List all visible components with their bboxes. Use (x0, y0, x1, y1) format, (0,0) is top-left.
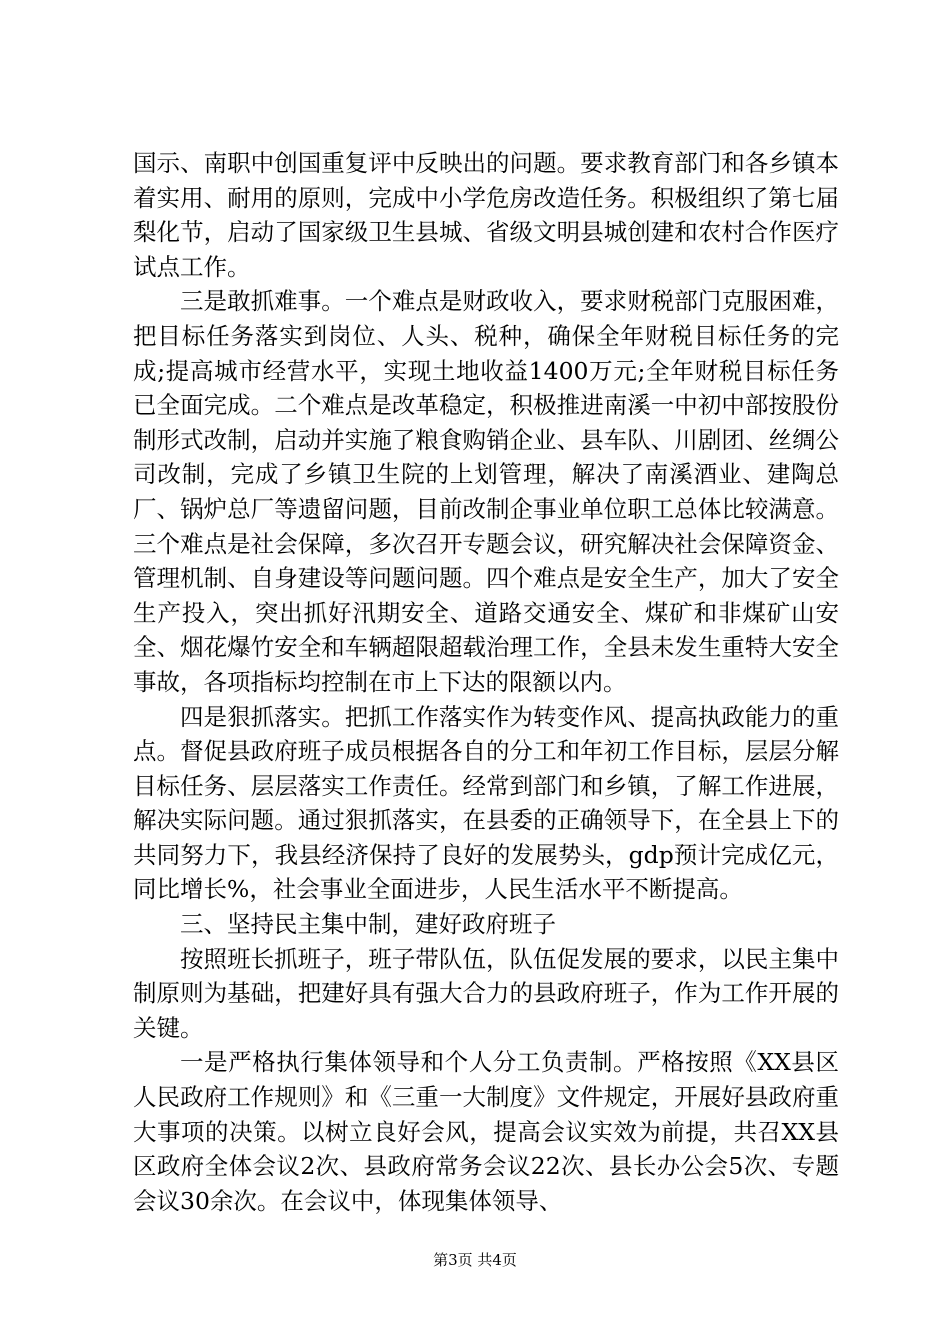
section-heading: 三、坚持民主集中制，建好政府班子 (180, 910, 556, 939)
paragraph-continuation: 国示、南职中创国重复评中反映出的问题。要求教育部门和各乡镇本着实用、耐用的原则，完成中小学危房改造任务。积极组织了第七届梨化节，启动了国家级卫生县城、省级文明县城创建和农村合作医疗试点工作。 (133, 149, 839, 281)
document-body (133, 146, 839, 1218)
paragraph-section-intro: 按照班长抓班子，班子带队伍，队伍促发展的要求，以民主集中制原则为基础，把建好具有强大合力的县政府班子，作为工作开展的关键。 (133, 944, 839, 1042)
page-number-footer: 第3页 共4页 (433, 1251, 517, 1269)
paragraph-third-point: 三是敢抓难事。一个难点是财政收入，要求财税部门克服困难，把目标任务落实到岗位、人头、税种，确保全年财税目标任务的完成;提高城市经营水平，实现土地收益1400万元;全年财税目标任务已全面完成。二个难点是改革稳定，积极推进南溪一中初中部按股份制形式改制，启动并实施了粮食购销企业、县车队、川剧团、丝绸公司改制，完成了乡镇卫生院的上划管理，解决了南溪酒业、建陶总厂、锅炉总厂等遗留问题，目前改制企事业单位职工总体比较满意。三个难点是社会保障，多次召开专题会议，研究解决社会保障资金、管理机制、自身建设等问题问题。四个难点是安全生产，加大了安全生产投入，突出抓好汛期安全、道路交通安全、煤矿和非煤矿山安全、烟花爆竹安全和车辆超限超载治理工作，全县未发生重特大安全事故，各项指标均控制在市上下达的限额以内。 (133, 287, 839, 696)
paragraph-fourth-point: 四是狠抓落实。把抓工作落实作为转变作风、提高执政能力的重点。督促县政府班子成员根据各自的分工和年初工作目标，层层分解目标任务、层层落实工作责任。经常到部门和乡镇，了解工作进展，解决实际问题。通过狠抓落实，在县委的正确领导下，在全县上下的共同努力下，我县经济保持了良好的发展势头，gdp预计完成亿元，同比增长%，社会事业全面进步，人民生活水平不断提高。 (133, 702, 839, 904)
paragraph-first-point: 一是严格执行集体领导和个人分工负责制。严格按照《XX县区人民政府工作规则》和《三重一大制度》文件规定，开展好县政府重大事项的决策。以树立良好会风，提高会议实效为前提，共召XX县区政府全体会议2次、县政府常务会议22次、县长办公会5次、专题会议30余次。在会议中，体现集体领导、 (133, 1048, 839, 1215)
